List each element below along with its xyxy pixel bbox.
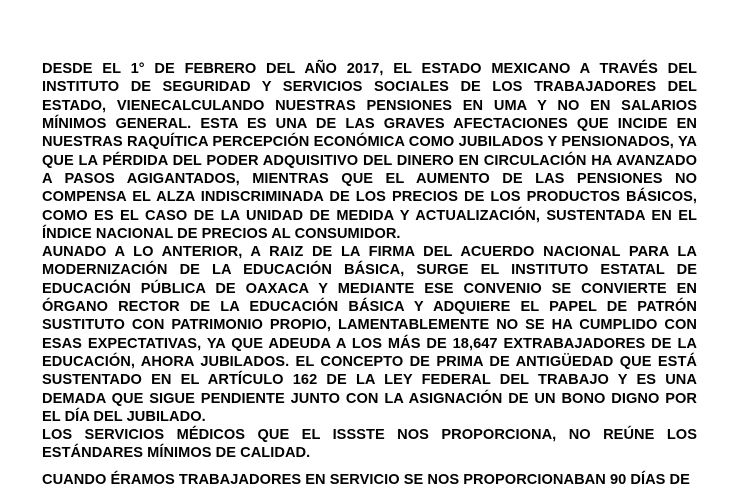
paragraph-issste-medical: LOS SERVICIOS MÉDICOS QUE EL ISSSTE NOS PROPORCIONA, NO REÚNE LOS ESTÁNDARES MÍNIMOS DE CALIDAD. bbox=[42, 427, 697, 462]
paragraph-ieepo-seniority: AUNADO A LO ANTERIOR, A RAIZ DE LA FIRMA DEL ACUERDO NACIONAL PARA LA MODERNIZACIÓN DE LA EDUCACIÓN BÁSICA, SURGE EL INSTITUTO ESTATAL DE EDUCACIÓN PÚBLICA DE OAXACA Y MEDIANTE ESE CONVENIO SE CONVIERTE EN ÓRGANO RECTOR DE LA EDUCACIÓN BÁSICA Y ADQUIERE EL PAPEL DE PATRÓN SUSTITUTO CON PATRIMONIO PROPIO, LAMENTABLEMENTE NO SE HA CUMPLIDO CON ESAS EXPECTATIVAS, YA QUE ADEUDA A LOS MÁS DE 18,647 EXTRABAJADORES DE LA EDUCACIÓN, AHORA JUBILADOS. EL CONCEPTO DE PRIMA DE ANTIGÜEDAD QUE ESTÁ SUSTENTADO EN EL ARTÍCULO 162 DE LA LEY FEDERAL DEL TRABAJO Y ES UNA DEMADA QUE SIGUE PENDIENTE JUNTO CON LA ASIGNACIÓN DE UN BONO DIGNO POR EL DÍA DEL JUBILADO. bbox=[42, 244, 697, 426]
paragraph-uma-pensions: DESDE EL 1° DE FEBRERO DEL AÑO 2017, EL ESTADO MEXICANO A TRAVÉS DEL INSTITUTO DE SEGURIDAD Y SERVICIOS SOCIALES DE LOS TRABAJADORES DEL ESTADO, VIENECALCULANDO NUESTRAS PENSIONES EN UMA Y NO EN SALARIOS MÍNIMOS GENERAL. ESTA ES UNA DE LAS GRAVES AFECTACIONES QUE INCIDE EN NUESTRAS RAQUÍTICA PERCEPCIÓN ECONÓMICA COMO JUBILADOS Y PENSIONADOS, YA QUE LA PÉRDIDA DEL PODER ADQUISITIVO DEL DINERO EN CIRCULACIÓN HA AVANZADO A PASOS AGIGANTADOS, MIENTRAS QUE EL AUMENTO DE LAS PENSIONES NO COMPENSA EL ALZA INDISCRIMINADA DE LOS PRECIOS DE LOS PRODUCTOS BÁSICOS, COMO ES EL CASO DE LA UNIDAD DE MEDIDA Y ACTUALIZACIÓN, SUSTENTADA EN EL ÍNDICE NACIONAL DE PRECIOS AL CONSUMIDOR. bbox=[42, 61, 697, 243]
paragraph-active-workers: CUANDO ÉRAMOS TRABAJADORES EN SERVICIO SE NOS PROPORCIONABAN 90 DÍAS DE bbox=[42, 472, 690, 486]
